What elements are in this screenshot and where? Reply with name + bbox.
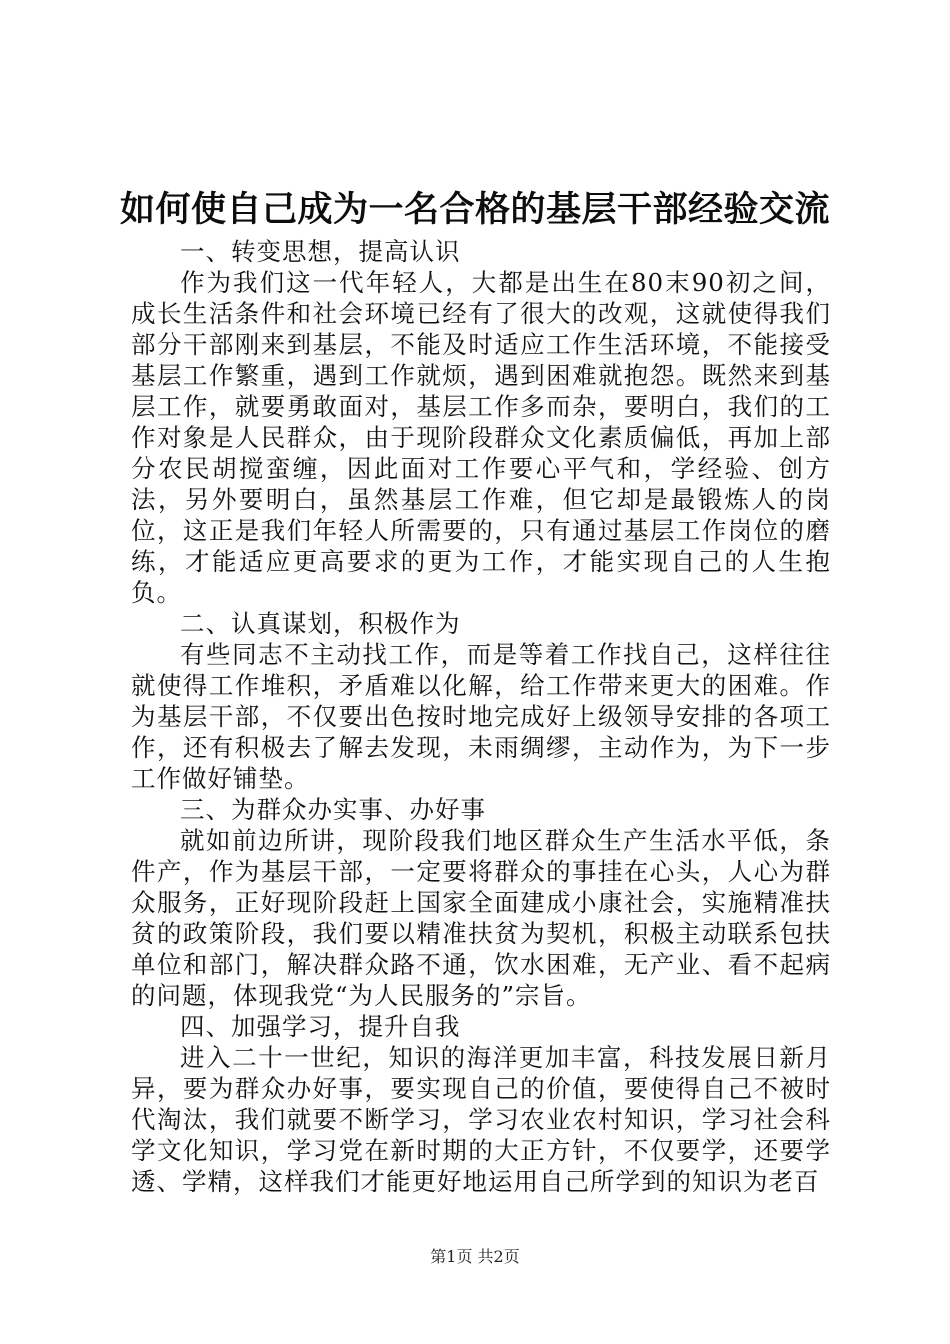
section-paragraph-3: 就如前边所讲，现阶段我们地区群众生产生活水平低，条件产，作为基层干部，一定要将群众的事挂在心头，人心为群众服务，正好现阶段赶上国家全面建成小康社会，实施精准扶贫的政策阶段，我们要以精准扶贫为契机，积极主动联系包扶单位和部门，解决群众路不通，饮水困难，无产业、看不起病的问题，体现我党“为人民服务的”宗旨。 [131, 826, 831, 1010]
document-title: 如何使自己成为一名合格的基层干部经验交流 [119, 189, 830, 230]
section-heading-4: 四、加强学习，提升自我 [180, 1012, 461, 1041]
section-paragraph-4: 进入二十一世纪，知识的海洋更加丰富，科技发展日新月异，要为群众办好事，要实现自己的价值，要使得自己不被时代淘汰，我们就要不断学习，学习农业农村知识，学习社会科学文化知识，学习党在新时期的大正方针，不仅要学，还要学透、学精，这样我们才能更好地运用自己所学到的知识为老百 [131, 1043, 831, 1196]
section-paragraph-2: 有些同志不主动找工作，而是等着工作找自己，这样往往就使得工作堆积，矛盾难以化解，给工作带来更大的困难。作为基层干部，不仅要出色按时地完成好上级领导安排的各项工作，还有积极去了解去发现，未雨绸缪，主动作为，为下一步工作做好铺垫。 [131, 640, 831, 793]
section-heading-2: 二、认真谋划，积极作为 [180, 609, 461, 638]
section-heading-3: 三、为群众办实事、办好事 [180, 795, 486, 824]
section-heading-1: 一、转变思想，提高认识 [180, 237, 461, 266]
document-body [131, 236, 831, 1197]
section-paragraph-1: 作为我们这一代年轻人，大都是出生在80末90初之间，成长生活条件和社会环境已经有了很大的改观，这就使得我们部分干部刚来到基层，不能及时适应工作生活环境，不能接受基层工作繁重，遇到工作就烦，遇到困难就抱怨。既然来到基层工作，就要勇敢面对，基层工作多而杂，要明白，我们的工作对象是人民群众，由于现阶段群众文化素质偏低，再加上部分农民胡搅蛮缠，因此面对工作要心平气和，学经验、创方法，另外要明白，虽然基层工作难，但它却是最锻炼人的岗位，这正是我们年轻人所需要的，只有通过基层工作岗位的磨练，才能适应更高要求的更为工作，才能实现自己的人生抱负。 [131, 268, 831, 607]
page-footer: 第1页 共2页 [430, 1247, 520, 1266]
